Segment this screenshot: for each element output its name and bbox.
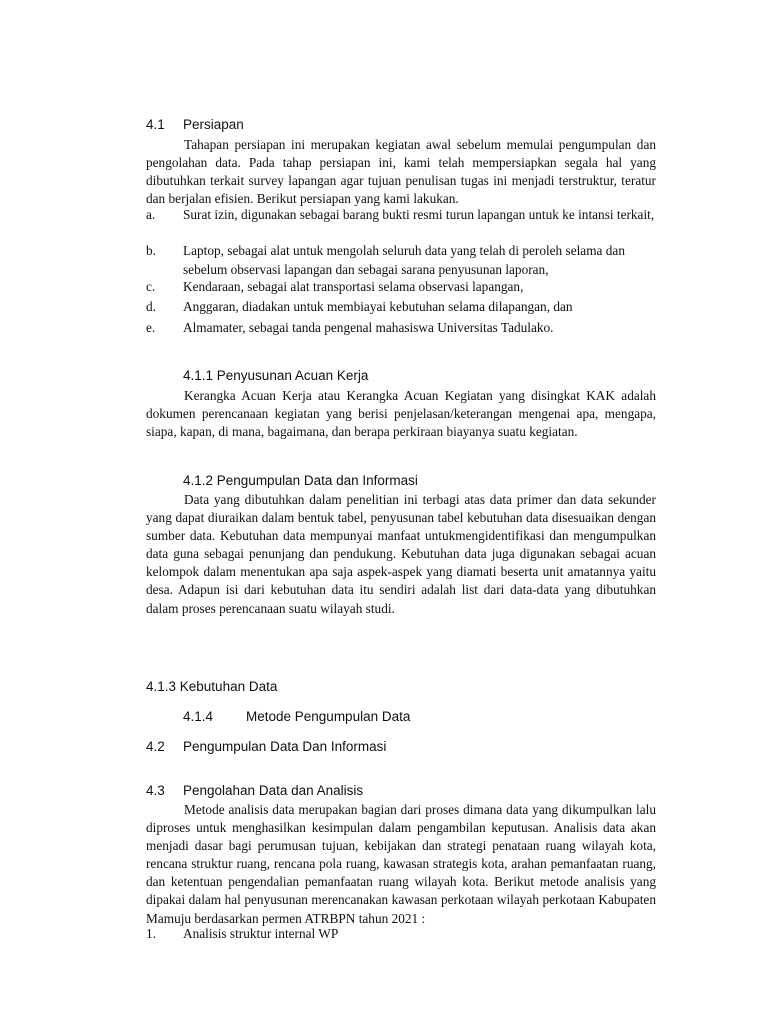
list-item-text: Analisis struktur internal WP [183, 926, 339, 941]
list-item [146, 925, 656, 944]
list-item [146, 319, 656, 338]
section-title: Persiapan [183, 117, 244, 132]
list-item-text: Kendaraan, sebagai alat transportasi selama observasi lapangan, [183, 279, 524, 294]
list-marker: b. [146, 243, 156, 258]
list-item [146, 298, 656, 317]
section-number: 4.2 [146, 739, 165, 754]
paragraph-pengumpulan-data: Data yang dibutuhkan dalam penelitian ini terbagi atas data primer dan data sekunder yang dapat diuraikan dalam bentuk tabel, penyusunan tabel kebutuhan data disesuaikan dengan sumber data. Kebutuhan data mempunyai manfaat untukmengidentifikasi dan mengumpulkan data guna sebagai penunjang dan pendukung. Kebutuhan data juga digunakan sebagai acuan kelompok dalam menentukan apa saja aspek-aspek yang diamati beserta unit amatannya yaitu desa. Adapun isi dari kebutuhan data itu sendiri adalah list dari data-data yang dibutuhkan dalam proses perencanaan suatu wilayah studi. [146, 492, 656, 616]
section-heading-4-1-1: 4.1.1 Penyusunan Acuan Kerja [183, 368, 369, 383]
section-number: 4.3 [146, 783, 165, 798]
section-heading-4-2 [146, 738, 386, 756]
section-number: 4.1 [146, 117, 165, 132]
section-heading-4-3 [146, 782, 363, 800]
section-title: Pengumpulan Data Dan Informasi [183, 739, 387, 754]
section-title: Pengolahan Data dan Analisis [183, 783, 364, 798]
section-number: 4.1.4 [183, 709, 214, 724]
list-item-text: Laptop, sebagai alat untuk mengolah seluruh data yang telah di peroleh selama dan sebelum observasi lapangan dan sebagai sarana penyusunan laporan, [183, 243, 625, 277]
list-item [146, 242, 656, 279]
section-heading-4-1 [146, 116, 244, 134]
section-heading-4-1-2: 4.1.2 Pengumpulan Data dan Informasi [183, 473, 418, 488]
list-marker: d. [146, 299, 156, 314]
paragraph-pengolahan-data: Metode analisis data merupakan bagian dari proses dimana data yang dikumpulkan lalu diproses untuk menghasilkan kesimpulan dalam pengambilan keputusan. Analisis data akan menjadi dasar bagi perumusan tujuan, kebijakan dan strategi penataan ruang wilayah kota, rencana struktur ruang, rencana pola ruang, kawasan strategis kota, arahan pemanfaatan ruang, dan ketentuan pengendalian pemanfaatan ruang wilayah kota. Berikut metode analisis yang dipakai dalam hal penyusunan merencanakan kawasan perkotaan wilayah perkotaan Kabupaten Mamuju berdasarkan permen ATRBPN tahun 2021 : [146, 802, 656, 926]
list-marker: a. [146, 207, 156, 222]
list-marker: c. [146, 279, 156, 294]
list-item-text: Anggaran, diadakan untuk membiayai kebutuhan selama dilapangan, dan [183, 299, 573, 314]
list-item-text: Almamater, sebagai tanda pengenal mahasiswa Universitas Tadulako. [183, 320, 554, 335]
list-marker: 1. [146, 926, 156, 941]
list-item-text: Surat izin, digunakan sebagai barang bukti resmi turun lapangan untuk ke intansi terkait, [183, 207, 655, 222]
list-marker: e. [146, 320, 156, 335]
list-item [146, 278, 656, 297]
section-title: Metode Pengumpulan Data [246, 709, 411, 724]
paragraph-persiapan: Tahapan persiapan ini merupakan kegiatan awal sebelum memulai pengumpulan dan pengolahan data. Pada tahap persiapan ini, kami telah mempersiapkan segala hal yang dibutuhkan terkait survey lapangan agar tujuan penulisan tugas ini menjadi terstruktur, teratur dan berjalan efisien. Berikut persiapan yang kami lakukan. [146, 137, 656, 207]
section-heading-4-1-3: 4.1.3 Kebutuhan Data [146, 679, 278, 694]
section-heading-4-1-4 [183, 708, 410, 726]
paragraph-acuan-kerja: Kerangka Acuan Kerja atau Kerangka Acuan Kegiatan yang disingkat KAK adalah dokumen perencanaan kegiatan yang berisi penjelasan/keterangan mengenai apa, mengapa, siapa, kapan, di mana, bagaimana, dan berapa perkiraan biayanya suatu kegiatan. [146, 388, 656, 440]
list-item [146, 206, 656, 225]
